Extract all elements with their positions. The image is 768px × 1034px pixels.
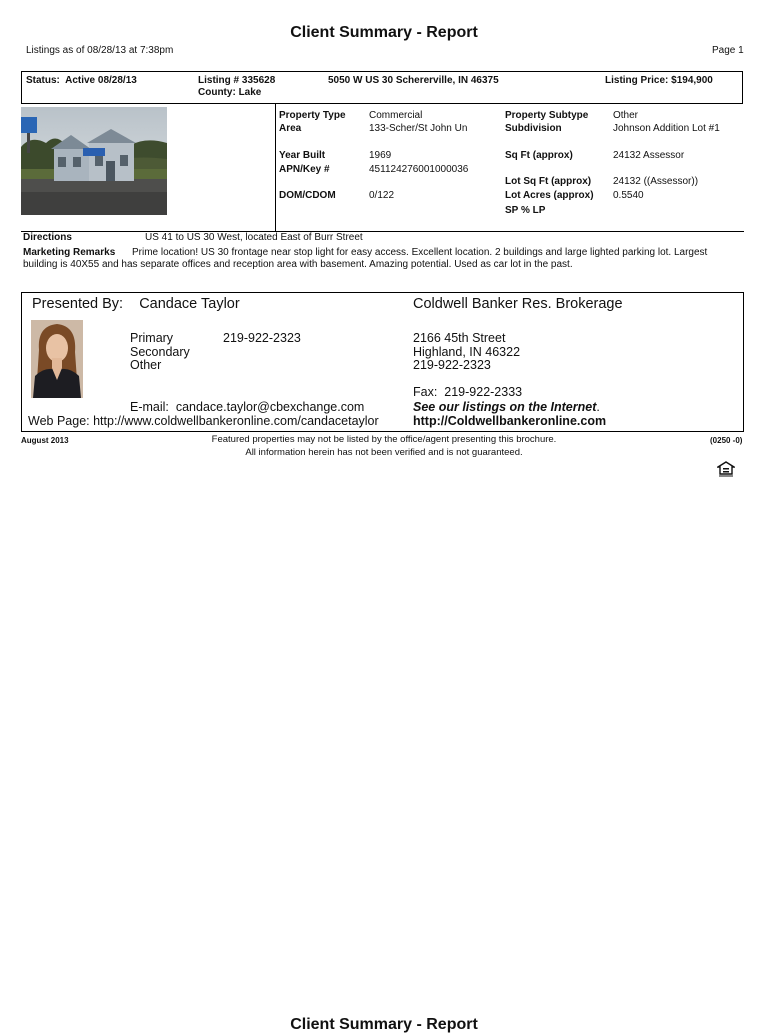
agent-photo — [31, 320, 83, 398]
year-built-label: Year Built — [279, 150, 326, 161]
directions-text: US 41 to US 30 West, located East of Burr Street — [145, 232, 363, 243]
lot-acres-value: 0.5540 — [613, 190, 644, 201]
remarks-label: Marketing Remarks — [23, 247, 116, 258]
property-type-label: Property Type — [279, 110, 346, 121]
lot-sqft-value: 24132 ((Assessor)) — [613, 176, 699, 187]
next-page-title: Client Summary - Report — [290, 1016, 478, 1033]
brokerage-phone[interactable]: 219-922-2323 — [413, 358, 491, 372]
agent-email[interactable]: E-mail: candace.taylor@cbexchange.com — [130, 400, 365, 414]
sqft-value: 24132 Assessor — [613, 150, 685, 161]
address: 5050 W US 30 Schererville, IN 46375 — [328, 75, 499, 86]
brokerage-name: Coldwell Banker Res. Brokerage — [413, 296, 623, 312]
subdivision-label: Subdivision — [505, 123, 562, 134]
directions-label: Directions — [23, 232, 72, 243]
subdivision-value: Johnson Addition Lot #1 — [613, 123, 720, 134]
report-title: Client Summary - Report — [290, 24, 478, 41]
listing-number: Listing # 335628 — [198, 75, 276, 86]
listing-price: Listing Price: $194,900 — [605, 75, 713, 86]
listings-as-of: Listings as of 08/28/13 at 7:38pm — [26, 45, 174, 56]
sqft-label: Sq Ft (approx) — [505, 150, 573, 161]
primary-label: Primary — [130, 331, 174, 345]
secondary-label: Secondary — [130, 345, 190, 359]
page-number: Page 1 — [712, 45, 744, 56]
presented-by: Presented By: Candace Taylor — [32, 296, 240, 312]
other-label: Other — [130, 358, 162, 372]
brokerage-website[interactable]: http://Coldwellbankeronline.com — [413, 414, 607, 428]
brokerage-fax: Fax: 219-922-2333 — [413, 385, 523, 399]
lot-acres-label: Lot Acres (approx) — [505, 190, 594, 201]
area-value: 133-Scher/St John Un — [369, 123, 468, 134]
brokerage-city: Highland, IN 46322 — [413, 345, 521, 359]
primary-phone[interactable]: 219-922-2323 — [223, 331, 301, 345]
disclaimer-2: All information herein has not been verified and is not guaranteed. — [245, 447, 523, 458]
subtype-label: Property Subtype — [505, 110, 589, 121]
apn-value: 451124276001000036 — [369, 164, 469, 175]
apn-label: APN/Key # — [279, 164, 330, 175]
dom-value: 0/122 — [369, 190, 395, 201]
remarks-line-2: building is 40X55 and has separate offices and reception area with basement. Amazing potential. Used as car lot in the past. — [23, 259, 573, 270]
footer-date: August 2013 — [21, 436, 69, 445]
brokerage-street: 2166 45th Street — [413, 331, 506, 345]
county: County: Lake — [198, 87, 262, 98]
footer-code: (0250 -0) — [710, 436, 743, 445]
dom-label: DOM/CDOM — [279, 190, 336, 201]
status: Status: Active 08/28/13 — [26, 75, 137, 86]
details-divider — [275, 104, 276, 231]
disclaimer-1: Featured properties may not be listed by the office/agent presenting this brochure. — [211, 434, 557, 445]
details-bottom-rule — [21, 231, 744, 232]
property-type-value: Commercial — [369, 110, 423, 121]
sp-lp-label: SP % LP — [505, 205, 546, 216]
remarks-line-1: Prime location! US 30 frontage near stop light for easy access. Excellent location. 2 buildings and large lighted parking lot. Largest — [132, 247, 708, 258]
subtype-value: Other — [613, 110, 639, 121]
area-label: Area — [279, 123, 302, 134]
listings-internet: See our listings on the Internet. — [413, 400, 600, 414]
agent-web-page[interactable]: Web Page: http://www.coldwellbankeronline.com/candacetaylor — [28, 414, 379, 428]
property-photo — [21, 107, 167, 215]
equal-housing-icon — [717, 461, 735, 477]
lot-sqft-label: Lot Sq Ft (approx) — [505, 176, 592, 187]
year-built-value: 1969 — [369, 150, 392, 161]
